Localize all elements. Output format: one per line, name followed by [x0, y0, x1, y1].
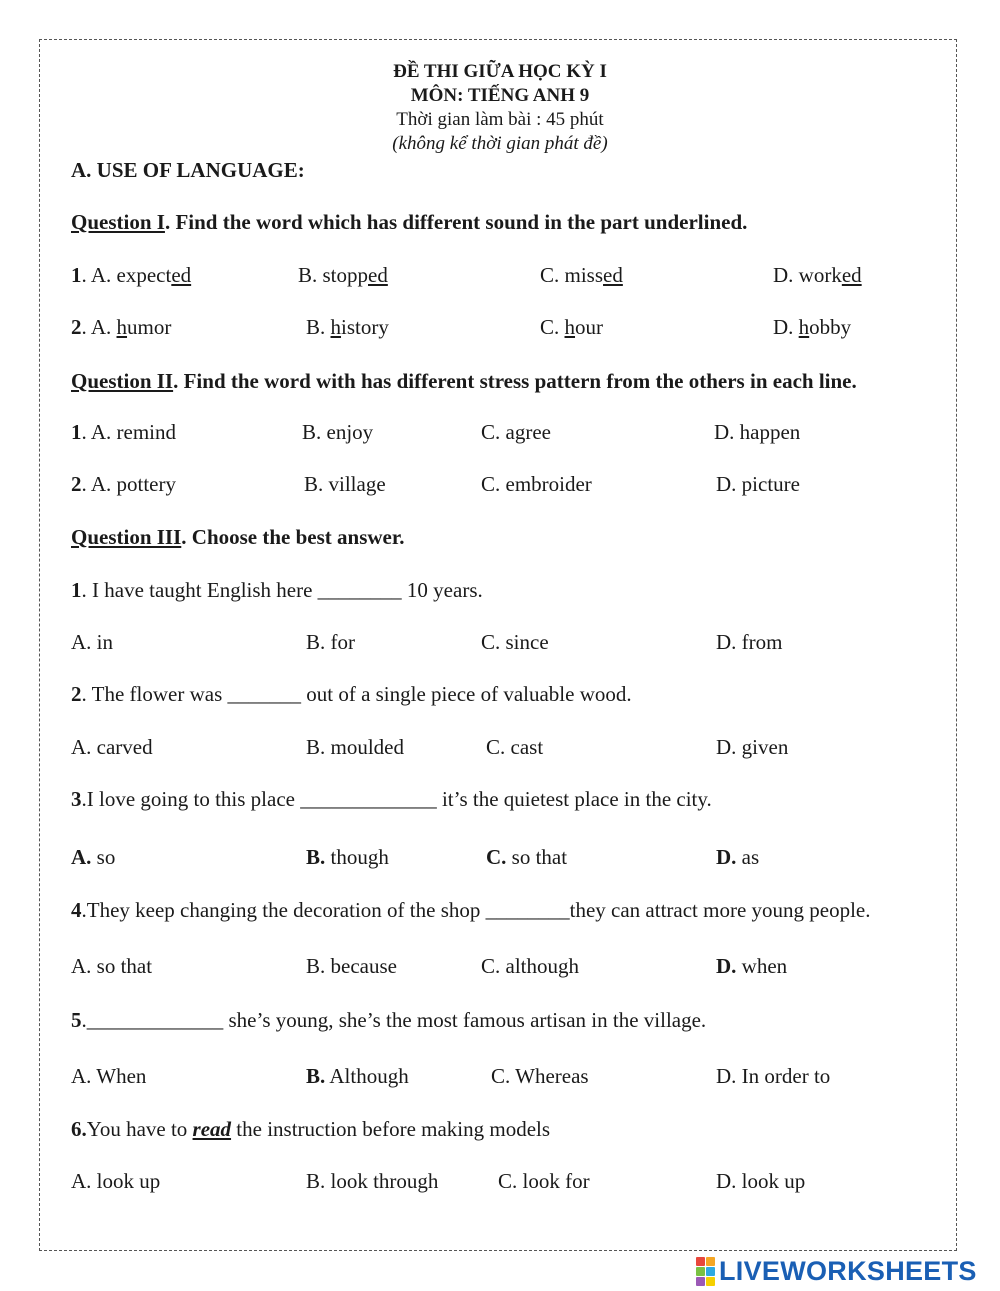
q3-item-2-stem: 2. The flower was _______ out of a single piece of valuable wood. — [71, 682, 632, 706]
q1-item-2-option-d[interactable]: D. hobby — [773, 315, 852, 339]
section-a-heading: A. USE OF LANGUAGE: — [71, 158, 305, 182]
highlighted-word: read — [192, 1117, 232, 1141]
q1-item-1-option-c[interactable]: C. missed — [540, 263, 623, 287]
q3-item-4-option-b[interactable]: B. because — [306, 954, 397, 978]
q3-item-4-stem: 4.They keep changing the decoration of the shop ________they can attract more young people. — [71, 898, 871, 922]
q3-item-2-option-d[interactable]: D. given — [716, 735, 789, 759]
exam-subject: MÔN: TIẾNG ANH 9 — [410, 85, 590, 106]
q3-item-1-option-d[interactable]: D. from — [716, 630, 783, 654]
exam-note: (không kể thời gian phát đề) — [392, 133, 608, 154]
q2-item-2-option-d[interactable]: D. picture — [716, 472, 800, 496]
q1-item-2-option-b[interactable]: B. history — [306, 315, 389, 339]
q3-item-4-option-d[interactable]: D. when — [716, 954, 788, 978]
logo-block — [706, 1257, 715, 1266]
question-1-heading: Question I. Find the word which has different sound in the part underlined. — [71, 210, 748, 234]
q3-item-6-stem: 6.You have to read the instruction before making models — [71, 1117, 551, 1141]
q3-item-3-option-b[interactable]: B. though — [306, 845, 389, 869]
q3-item-6-option-c[interactable]: C. look for — [498, 1169, 590, 1193]
q3-item-2-option-b[interactable]: B. moulded — [306, 735, 404, 759]
q3-item-1-option-b[interactable]: B. for — [306, 630, 355, 654]
q3-item-4-option-c[interactable]: C. although — [481, 954, 579, 978]
q2-item-2-option-a[interactable]: 2. A. pottery — [71, 472, 176, 496]
q1-item-2-option-a[interactable]: 2. A. humor — [71, 315, 172, 339]
q3-item-5-option-c[interactable]: C. Whereas — [491, 1064, 589, 1088]
q3-item-5-option-d[interactable]: D. In order to — [716, 1064, 831, 1088]
q3-item-2-option-a[interactable]: A. carved — [71, 735, 153, 759]
logo-block — [696, 1267, 705, 1276]
q1-item-1-option-b[interactable]: B. stopped — [298, 263, 388, 287]
q1-item-1-option-a[interactable]: 1. A. expected — [71, 263, 192, 287]
logo-blocks-icon — [696, 1257, 715, 1286]
logo-block — [706, 1277, 715, 1286]
q3-item-1-option-a[interactable]: A. in — [71, 630, 113, 654]
logo-block — [706, 1267, 715, 1276]
logo-block — [696, 1277, 705, 1286]
q3-item-3-option-a[interactable]: A. so — [71, 845, 116, 869]
q3-item-6-option-a[interactable]: A. look up — [71, 1169, 161, 1193]
q2-item-2-option-c[interactable]: C. embroider — [481, 472, 592, 496]
q3-item-6-option-b[interactable]: B. look through — [306, 1169, 439, 1193]
q2-item-2-option-b[interactable]: B. village — [304, 472, 386, 496]
q3-item-3-option-c[interactable]: C. so that — [486, 845, 568, 869]
q3-item-1-stem: 1. I have taught English here ________ 10 years. — [71, 578, 483, 602]
logo-text: LIVEWORKSHEETS — [719, 1255, 977, 1286]
exam-time: Thời gian làm bài : 45 phút — [396, 109, 604, 130]
exam-title: ĐỀ THI GIỮA HỌC KỲ I — [393, 61, 607, 82]
q3-item-3-stem: 3.I love going to this place _____________ it’s the quietest place in the city. — [71, 787, 712, 811]
logo-block — [696, 1257, 705, 1266]
question-2-heading: Question II. Find the word with has different stress pattern from the others in each line. — [71, 369, 857, 393]
q3-item-6-option-d[interactable]: D. look up — [716, 1169, 806, 1193]
q2-item-1-option-a[interactable]: 1. A. remind — [71, 420, 176, 444]
q3-item-3-option-d[interactable]: D. as — [716, 845, 760, 869]
q2-item-1-option-c[interactable]: C. agree — [481, 420, 551, 444]
q3-item-2-option-c[interactable]: C. cast — [486, 735, 544, 759]
q1-item-2-option-c[interactable]: C. hour — [540, 315, 604, 339]
q3-item-4-option-a[interactable]: A. so that — [71, 954, 153, 978]
q3-item-5-option-a[interactable]: A. When — [71, 1064, 147, 1088]
q2-item-1-option-b[interactable]: B. enjoy — [302, 420, 374, 444]
q3-item-1-option-c[interactable]: C. since — [481, 630, 549, 654]
q1-item-1-option-d[interactable]: D. worked — [773, 263, 862, 287]
liveworksheets-logo — [696, 1255, 977, 1286]
question-3-heading: Question III. Choose the best answer. — [71, 525, 405, 549]
q3-item-5-option-b[interactable]: B. Although — [306, 1064, 409, 1088]
q2-item-1-option-d[interactable]: D. happen — [714, 420, 801, 444]
q3-item-5-stem: 5._____________ she’s young, she’s the most famous artisan in the village. — [71, 1008, 707, 1032]
